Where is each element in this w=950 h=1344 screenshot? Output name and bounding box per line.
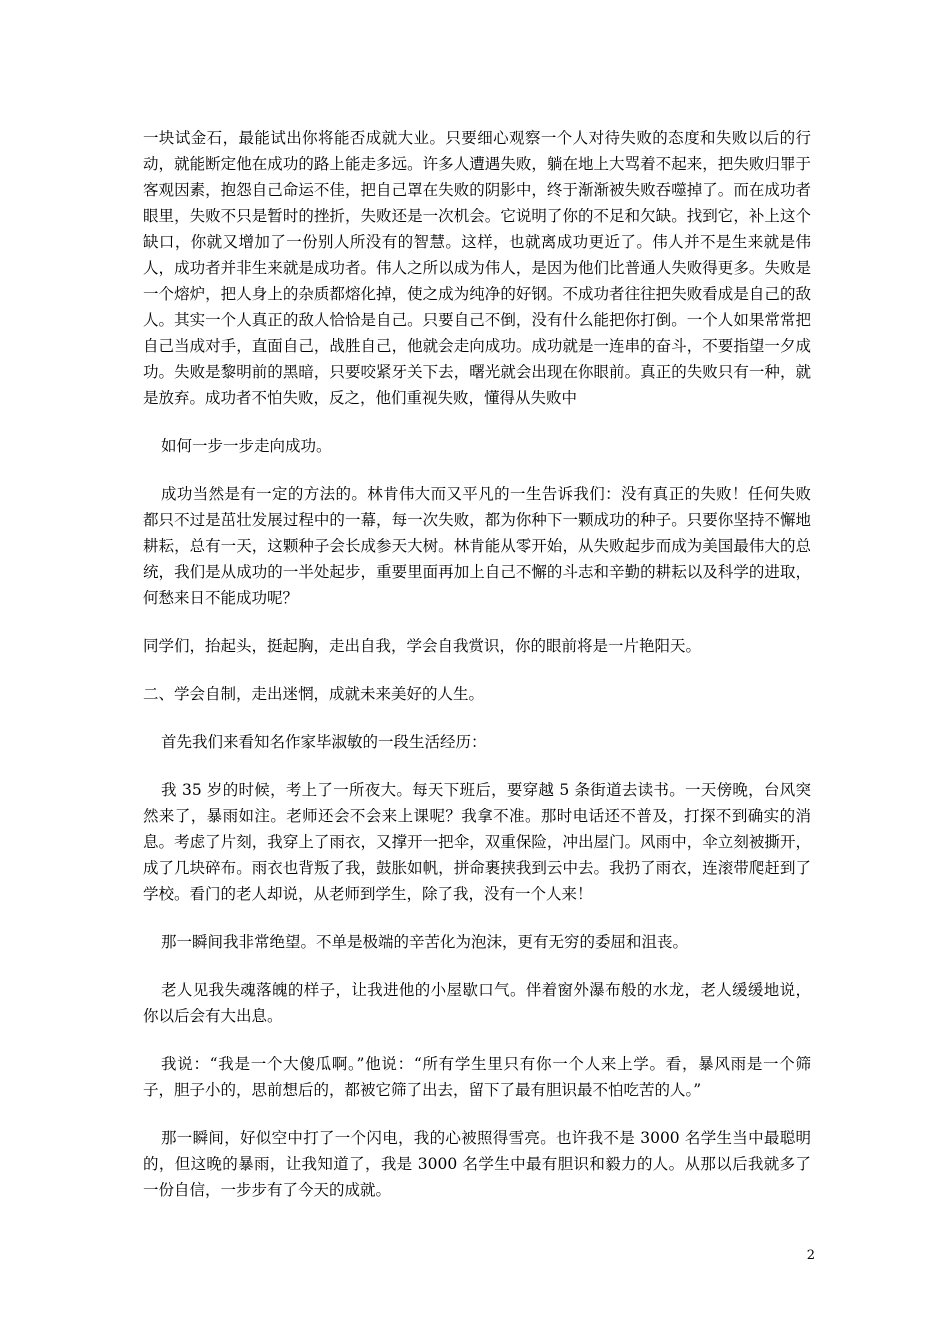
paragraph-gap bbox=[143, 411, 811, 433]
paragraph-gap bbox=[143, 955, 811, 977]
paragraph-enlightenment: 那一瞬间，好似空中打了一个闪电，我的心被照得雪亮。也许我不是 3000 名学生当中最聪明的，但这晚的暴雨，让我知道了，我是 3000 名学生中最有胆识和毅力的人。从那以后我就多了一份自信，一步步有了今天的成就。 bbox=[143, 1129, 811, 1199]
paragraph-gap bbox=[143, 1103, 811, 1125]
paragraph-classmates: 同学们，抬起头，挺起胸，走出自我，学会自我赏识，你的眼前将是一片艳阳天。 bbox=[143, 637, 702, 655]
paragraph-old-man: 老人见我失魂落魄的样子，让我进他的小屋歇口气。伴着窗外瀑布般的水龙，老人缓缓地说，你以后会有大出息。 bbox=[143, 981, 811, 1025]
paragraph-gap bbox=[143, 1029, 811, 1051]
paragraph-lincoln: 成功当然是有一定的方法的。林肯伟大而又平凡的一生告诉我们：没有真正的失败！任何失败都只不过是茁壮发展过程中的一幕，每一次失败，都为你种下一颗成功的种子。只要你坚持不懈地耕耘，总有一天，这颗种子会长成参天大树。林肯能从零开始，从失败起步而成为美国最伟大的总统，我们是从成功的一半处起步，重要里面再加上自己不懈的斗志和辛勤的耕耘以及科学的进取，何愁来日不能成功呢？ bbox=[143, 485, 811, 607]
paragraph-failure-as-touchstone: 一块试金石，最能试出你将能否成就大业。只要细心观察一个人对待失败的态度和失败以后的行动，就能断定他在成功的路上能走多远。许多人遭遇失败，躺在地上大骂着不起来，把失败归罪于客观因素，抱怨自己命运不佳，把自己罩在失败的阴影中，终于渐渐被失败吞噬掉了。而在成功者眼里，失败不只是暂时的挫折，失败还是一次机会。它说明了你的不足和欠缺。找到它，补上这个缺口，你就又增加了一份别人所没有的智慧。这样，也就离成功更近了。伟人并不是生来就是伟人，成功者并非生来就是成功者。伟人之所以成为伟人，是因为他们比普通人失败得更多。失败是一个熔炉，把人身上的杂质都熔化掉，使之成为纯净的好钢。不成功者往往把失败看成是自己的敌人。其实一个人真正的敌人恰恰是自己。只要自己不倒，没有什么能把你打倒。一个人如果常常把自己当成对手，直面自己，战胜自己，他就会走向成功。成功就是一连串的奋斗，不要指望一夕成功。失败是黎明前的黑暗，只要咬紧牙关下去，曙光就会出现在你眼前。真正的失败只有一种，就是放弃。成功者不怕失败，反之，他们重视失败，懂得从失败中 bbox=[143, 129, 811, 407]
page-number: 2 bbox=[806, 1248, 815, 1263]
paragraph-despair: 那一瞬间我非常绝望。不单是极端的辛苦化为泡沫，更有无穷的委屈和沮丧。 bbox=[161, 933, 689, 951]
document-body bbox=[143, 125, 811, 1203]
section-heading-self-control: 二、学会自制，走出迷惘，成就未来美好的人生。 bbox=[143, 685, 485, 703]
paragraph-gap bbox=[143, 459, 811, 481]
paragraph-gap bbox=[143, 611, 811, 633]
paragraph-dialogue: 我说：“我是一个大傻瓜啊。”他说：“所有学生里只有你一个人来上学。看，暴风雨是一个筛子，胆子小的，思前想后的，都被它筛了出去，留下了最有胆识最不怕吃苦的人。” bbox=[143, 1055, 811, 1099]
paragraph-night-school-story: 我 35 岁的时候，考上了一所夜大。每天下班后，要穿越 5 条街道去读书。一天傍晚，台风突然来了，暴雨如注。老师还会不会来上课呢？我拿不准。那时电话还不普及，打探不到确实的消息。考虑了片刻，我穿上了雨衣，又撑开一把伞，双重保险，冲出屋门。风雨中，伞立刻被撕开，成了几块碎布。雨衣也背叛了我，鼓胀如帆，拼命裹挟我到云中去。我扔了雨衣，连滚带爬赶到了学校。看门的老人却说，从老师到学生，除了我，没有一个人来！ bbox=[143, 781, 811, 903]
paragraph-gap bbox=[143, 755, 811, 777]
paragraph-gap bbox=[143, 707, 811, 729]
paragraph-gap bbox=[143, 907, 811, 929]
paragraph-step-by-step: 如何一步一步走向成功。 bbox=[161, 437, 332, 455]
paragraph-gap bbox=[143, 659, 811, 681]
paragraph-bi-shumin-intro: 首先我们来看知名作家毕淑敏的一段生活经历： bbox=[161, 733, 487, 751]
